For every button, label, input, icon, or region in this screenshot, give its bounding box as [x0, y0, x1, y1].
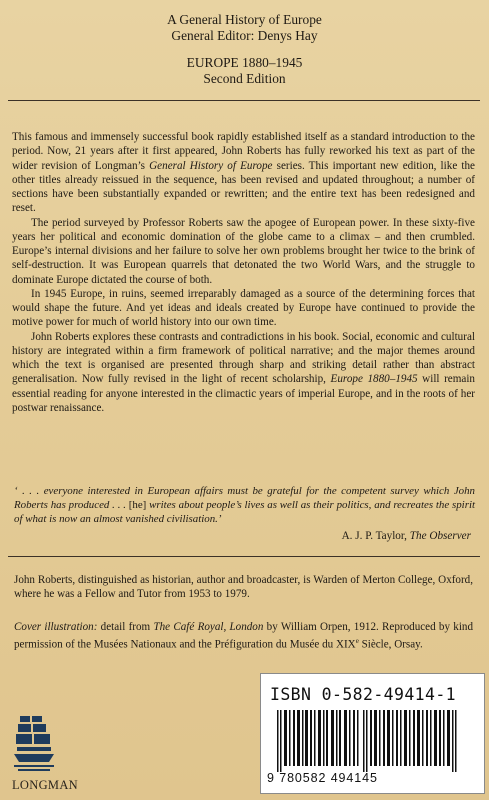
- publisher-name: LONGMAN: [12, 778, 78, 792]
- series-name: General History of Europe: [149, 159, 273, 172]
- barcode-digits: 9 780582 494145: [267, 771, 378, 785]
- author-bio: John Roberts, distinguished as historian, author and broadcaster, is Warden of Merton College, Oxford, where he was a Fellow and Tutor from 1953 to 1979.: [14, 574, 473, 601]
- isbn-barcode: [260, 673, 485, 794]
- middle-divider: [8, 556, 480, 557]
- top-divider: [8, 100, 480, 101]
- cover-credit: Cover illustration: detail from The Café Royal, London by William Orpen, 1912. Reproduced by kind permission of the Musées Nationaux and the Préfiguration du Musée du XIXe Siècle, Orsay.: [14, 621, 473, 651]
- book-title: EUROPE 1880–1945: [186, 55, 303, 70]
- series-title: A General History of Europe: [167, 12, 322, 27]
- blurb-paragraph-2: The period surveyed by Professor Roberts saw the apogee of European power. In these sixty-five years her political and economic domination of the globe came to a climax – and then crumbled. Europe’s internal divisions and her failure to solve her own problems brought her twice to the brink of self-destruction. It was European quarrels that detonated the two World Wars, and the struggle to dominate Europe dictated the course of both.: [12, 216, 475, 286]
- barcode-icon: [273, 710, 473, 772]
- review-quote: ‘ . . . everyone interested in European affairs must be grateful for the competent survey which John Roberts has produced . . . [he] writes about people’s lives as well as their politics, and recreates the spirit of what is now an almost vanished civilisation.’: [14, 485, 475, 525]
- quote-attribution: A. J. P. Taylor, The Observer: [341, 530, 471, 542]
- blurb: [12, 130, 475, 415]
- isbn-number: ISBN 0-582-49414-1: [270, 685, 457, 704]
- general-editor: General Editor: Denys Hay: [171, 28, 318, 43]
- ship-logo-icon: [14, 716, 54, 774]
- blurb-paragraph-3: In 1945 Europe, in ruins, seemed irreparably damaged as a source of the determining forces that would shape the future. And yet ideas and ideals created by Europe have continued to provide the motive power for much of world history into our own time.: [12, 287, 475, 329]
- edition: Second Edition: [203, 71, 286, 86]
- blurb-paragraph-1: This famous and immensely successful book rapidly established itself as a standard introduction to the period. Now, 21 years after it first appeared, John Roberts has fully reworked his text as part of the wider revision of Longman’s General History of Europe series. This important new edition, like the other titles already reissued in the sequence, has been revised and updated throughout; a number of sections have been substantially expanded or rewritten; and the entire text has been redesigned and reset.: [12, 131, 475, 215]
- blurb-paragraph-4: John Roberts explores these contrasts and contradictions in his book. Social, economic and cultural history are integrated within a firm framework of political narrative; and the major themes around which the text is organised are presented through sharp and striking detail rather than abstract generalisation. Now fully revised in the light of recent scholarship, Europe 1880–1945 will remain essential reading for anyone interested in the climactic years of imperial Europe, and in the roots of her postwar renaissance.: [12, 330, 475, 414]
- book-title-inline: Europe 1880–1945: [330, 373, 418, 386]
